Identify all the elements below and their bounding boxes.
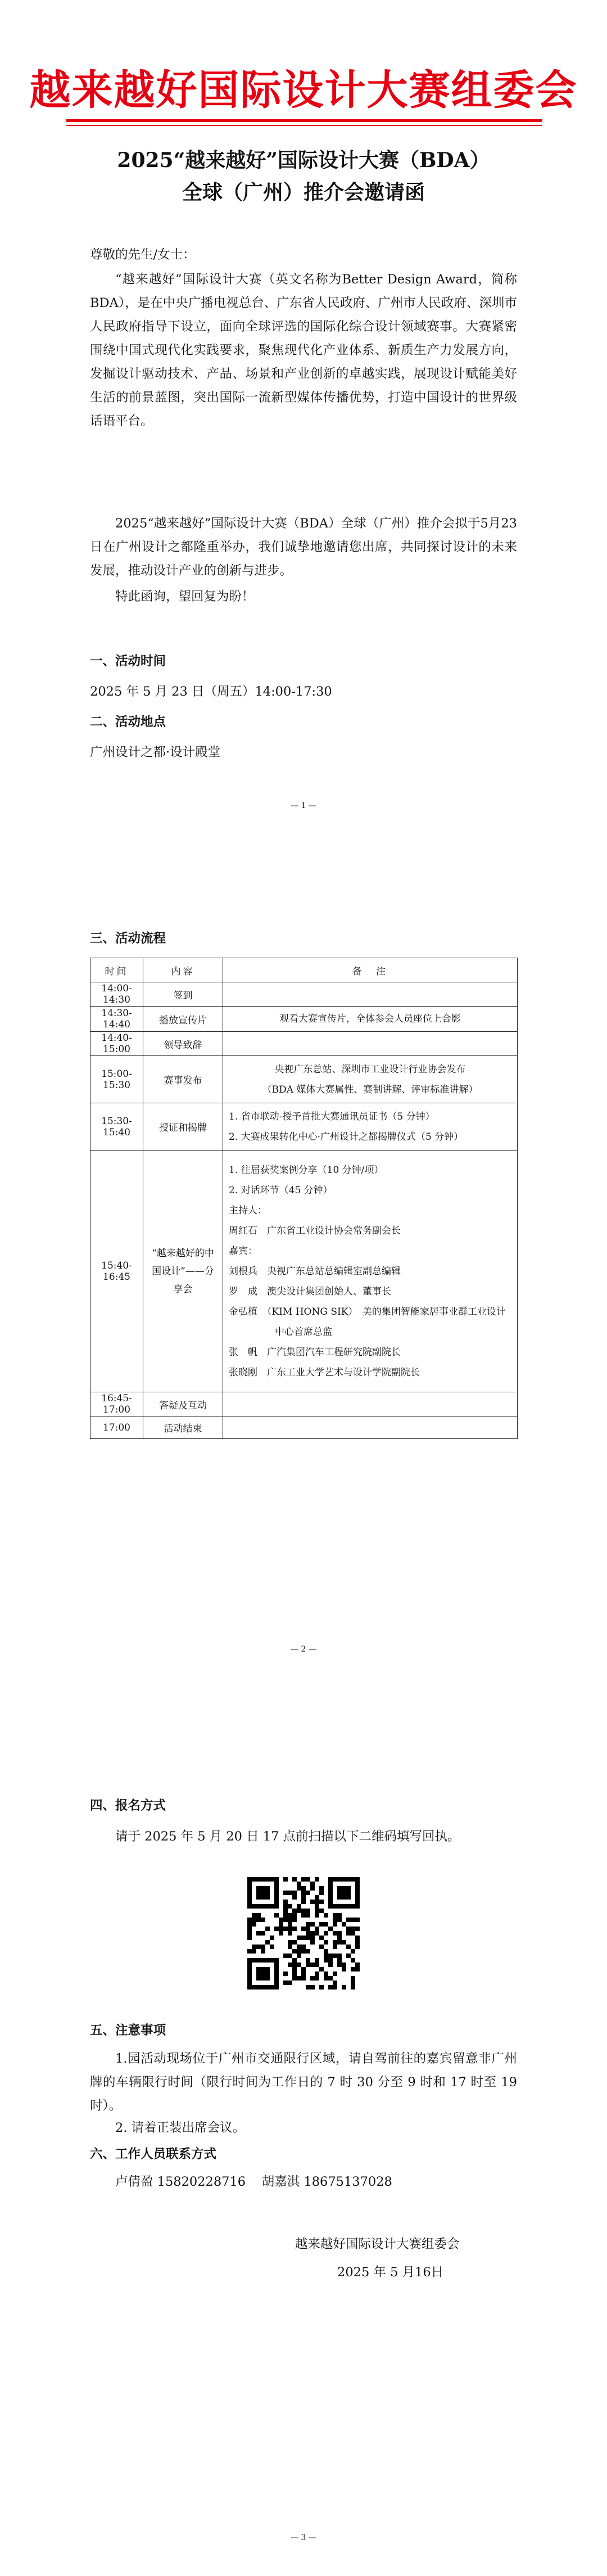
row-notes xyxy=(223,1103,518,1151)
section-notes-heading: 五、注意事项 xyxy=(90,2023,166,2038)
row-notes xyxy=(223,1056,518,1103)
row-notes xyxy=(223,1151,518,1392)
page-1 xyxy=(0,0,607,843)
table-row xyxy=(90,1416,518,1439)
row-content: 答疑及互动 xyxy=(143,1392,223,1416)
note-line: 金弘植 （KIM HONG SIK） 美的集团智能家居事业群工业设计中心首席总监 xyxy=(229,1306,506,1338)
header-notes: 备 注 xyxy=(223,958,518,982)
row-time: 15:00-15:30 xyxy=(90,1056,143,1103)
signup-instruction: 请于 2025 年 5 月 20 日 17 点前扫描以下二维码填写回执。 xyxy=(115,1829,460,1844)
row-notes: 观看大赛宣传片，全体参会人员座位上合影 xyxy=(223,1007,518,1032)
organizer-heading: 越来越好国际设计大赛组委会 xyxy=(29,66,578,114)
intro-paragraph: “越来越好”国际设计大赛（英文名称为Better Design Award，简称BDA），是在中央广播电视总台、广东省人民政府、广州市人民政府、深圳市人民政府指导下设立，面向全球评选的国际化综合设计领域赛事。大赛紧密围绕中国式现代化实践要求，聚焦现代化产业体系、新质生产力发展方向，发掘设计驱动技术、产品、场景和产业创新的卓越实践，展现设计赋能美好生活的前景蓝图，突出国际一流新型媒体传播优势，打造中国设计的世界级话语平台。 xyxy=(90,272,517,428)
row-content: 签到 xyxy=(143,982,223,1007)
section-time-heading: 一、活动时间 xyxy=(90,654,166,669)
event-place: 广州设计之都·设计殿堂 xyxy=(90,745,221,760)
table-row xyxy=(90,1151,518,1392)
red-divider-thin xyxy=(66,125,542,126)
row-content: 活动结束 xyxy=(143,1416,223,1439)
agenda-table xyxy=(90,958,518,1439)
header-content: 内容 xyxy=(143,958,223,982)
table-row xyxy=(90,1392,518,1416)
row-content: 授证和揭牌 xyxy=(143,1103,223,1151)
signature-org: 越来越好国际设计大赛组委会 xyxy=(295,2237,460,2252)
salutation: 尊敬的先生/女士： xyxy=(90,247,196,262)
event-time: 2025 年 5 月 23 日（周五）14:00-17:30 xyxy=(90,684,332,699)
row-content: “越来越好的中国设计”——分享会 xyxy=(143,1151,223,1392)
note-line: 2. 大赛成果转化中心·广州设计之都揭牌仪式（5 分钟） xyxy=(229,1131,464,1143)
row-content: 赛事发布 xyxy=(143,1056,223,1103)
red-divider-thick xyxy=(66,119,542,122)
note-line: 刘根兵 央视广东总站总编辑室副总编辑 xyxy=(229,1265,401,1277)
row-content: 播放宣传片 xyxy=(143,1007,223,1032)
invitation-paragraph: 2025“越来越好”国际设计大赛（BDA）全球（广州）推介会拟于5月23日在广州设计之都隆重举办，我们诚挚地邀请您出席，共同探讨设计的未来发展，推动设计产业的创新与进步。 xyxy=(90,516,517,578)
note-line: （BDA 媒体大赛属性、赛制讲解、评审标准讲解） xyxy=(262,1084,478,1095)
note-dress-code: 2. 请着正装出席会议。 xyxy=(115,2121,246,2135)
row-content: 领导致辞 xyxy=(143,1032,223,1056)
row-time: 15:30-15:40 xyxy=(90,1103,143,1151)
note-line: 1. 往届获奖案例分享（10 分钟/项） xyxy=(229,1164,384,1176)
note-line: 罗 成 澳尖设计集团创始人、董事长 xyxy=(229,1285,391,1297)
section-contact-heading: 六、工作人员联系方式 xyxy=(90,2147,217,2162)
note-line: 央视广东总站、深圳市工业设计行业协会发布 xyxy=(274,1063,466,1075)
row-notes xyxy=(223,1032,518,1056)
contact-line: 卢倩盈 15820228716 胡嘉淇 18675137028 xyxy=(115,2175,392,2189)
registration-qr-code[interactable] xyxy=(247,1877,360,1989)
page-number: — 1 — xyxy=(291,801,316,810)
header-time: 时间 xyxy=(90,958,143,982)
page-number: — 2 — xyxy=(291,1645,316,1654)
page-2 xyxy=(0,843,607,1687)
table-row xyxy=(90,1032,518,1056)
note-line: 2. 对话环节（45 分钟） xyxy=(229,1184,333,1196)
table-row xyxy=(90,1007,518,1032)
note-line: 1. 省市联动-授予首批大赛通讯员证书（5 分钟） xyxy=(229,1111,435,1122)
section-signup-heading: 四、报名方式 xyxy=(90,1798,166,1813)
table-row xyxy=(90,982,518,1007)
row-time: 17:00 xyxy=(90,1416,143,1439)
row-time: 16:45-17:00 xyxy=(90,1392,143,1416)
section-place-heading: 二、活动地点 xyxy=(90,715,166,729)
note-line: 张 帆 广汽集团汽车工程研究院副院长 xyxy=(229,1346,401,1358)
table-header-row xyxy=(90,958,518,982)
note-line: 嘉宾： xyxy=(229,1245,257,1257)
section-flow-heading: 三、活动流程 xyxy=(90,931,166,946)
page-3 xyxy=(0,1687,607,2576)
closing-line: 特此函询，望回复为盼！ xyxy=(115,589,255,604)
document-title-line2: 全球（广州）推介会邀请函 xyxy=(182,181,425,204)
signature-date: 2025 年 5 月16日 xyxy=(337,2265,444,2280)
note-line: 周红石 广东省工业设计协会常务副会长 xyxy=(229,1225,401,1237)
row-notes xyxy=(223,982,518,1007)
note-traffic-restriction: 1.园活动现场位于广州市交通限行区域，请自驾前往的嘉宾留意非广州牌的车辆限行时间（限行时间为工作日的 7 时 30 分至 9 时和 17 时至 19 时）。 xyxy=(90,2051,517,2113)
row-time: 14:00-14:30 xyxy=(90,982,143,1007)
note-line: 主持人： xyxy=(229,1204,267,1216)
table-row xyxy=(90,1103,518,1151)
table-row xyxy=(90,1056,518,1103)
row-notes xyxy=(223,1392,518,1416)
page-number: — 3 — xyxy=(291,2533,316,2542)
row-time: 14:40-15:00 xyxy=(90,1032,143,1056)
row-time: 15:40-16:45 xyxy=(90,1151,143,1392)
note-line: 张晓刚 广东工业大学艺术与设计学院副院长 xyxy=(229,1366,420,1378)
document-title-line1: 2025“越来越好”国际设计大赛（BDA） xyxy=(117,148,490,172)
row-time: 14:30-14:40 xyxy=(90,1007,143,1032)
row-notes xyxy=(223,1416,518,1439)
